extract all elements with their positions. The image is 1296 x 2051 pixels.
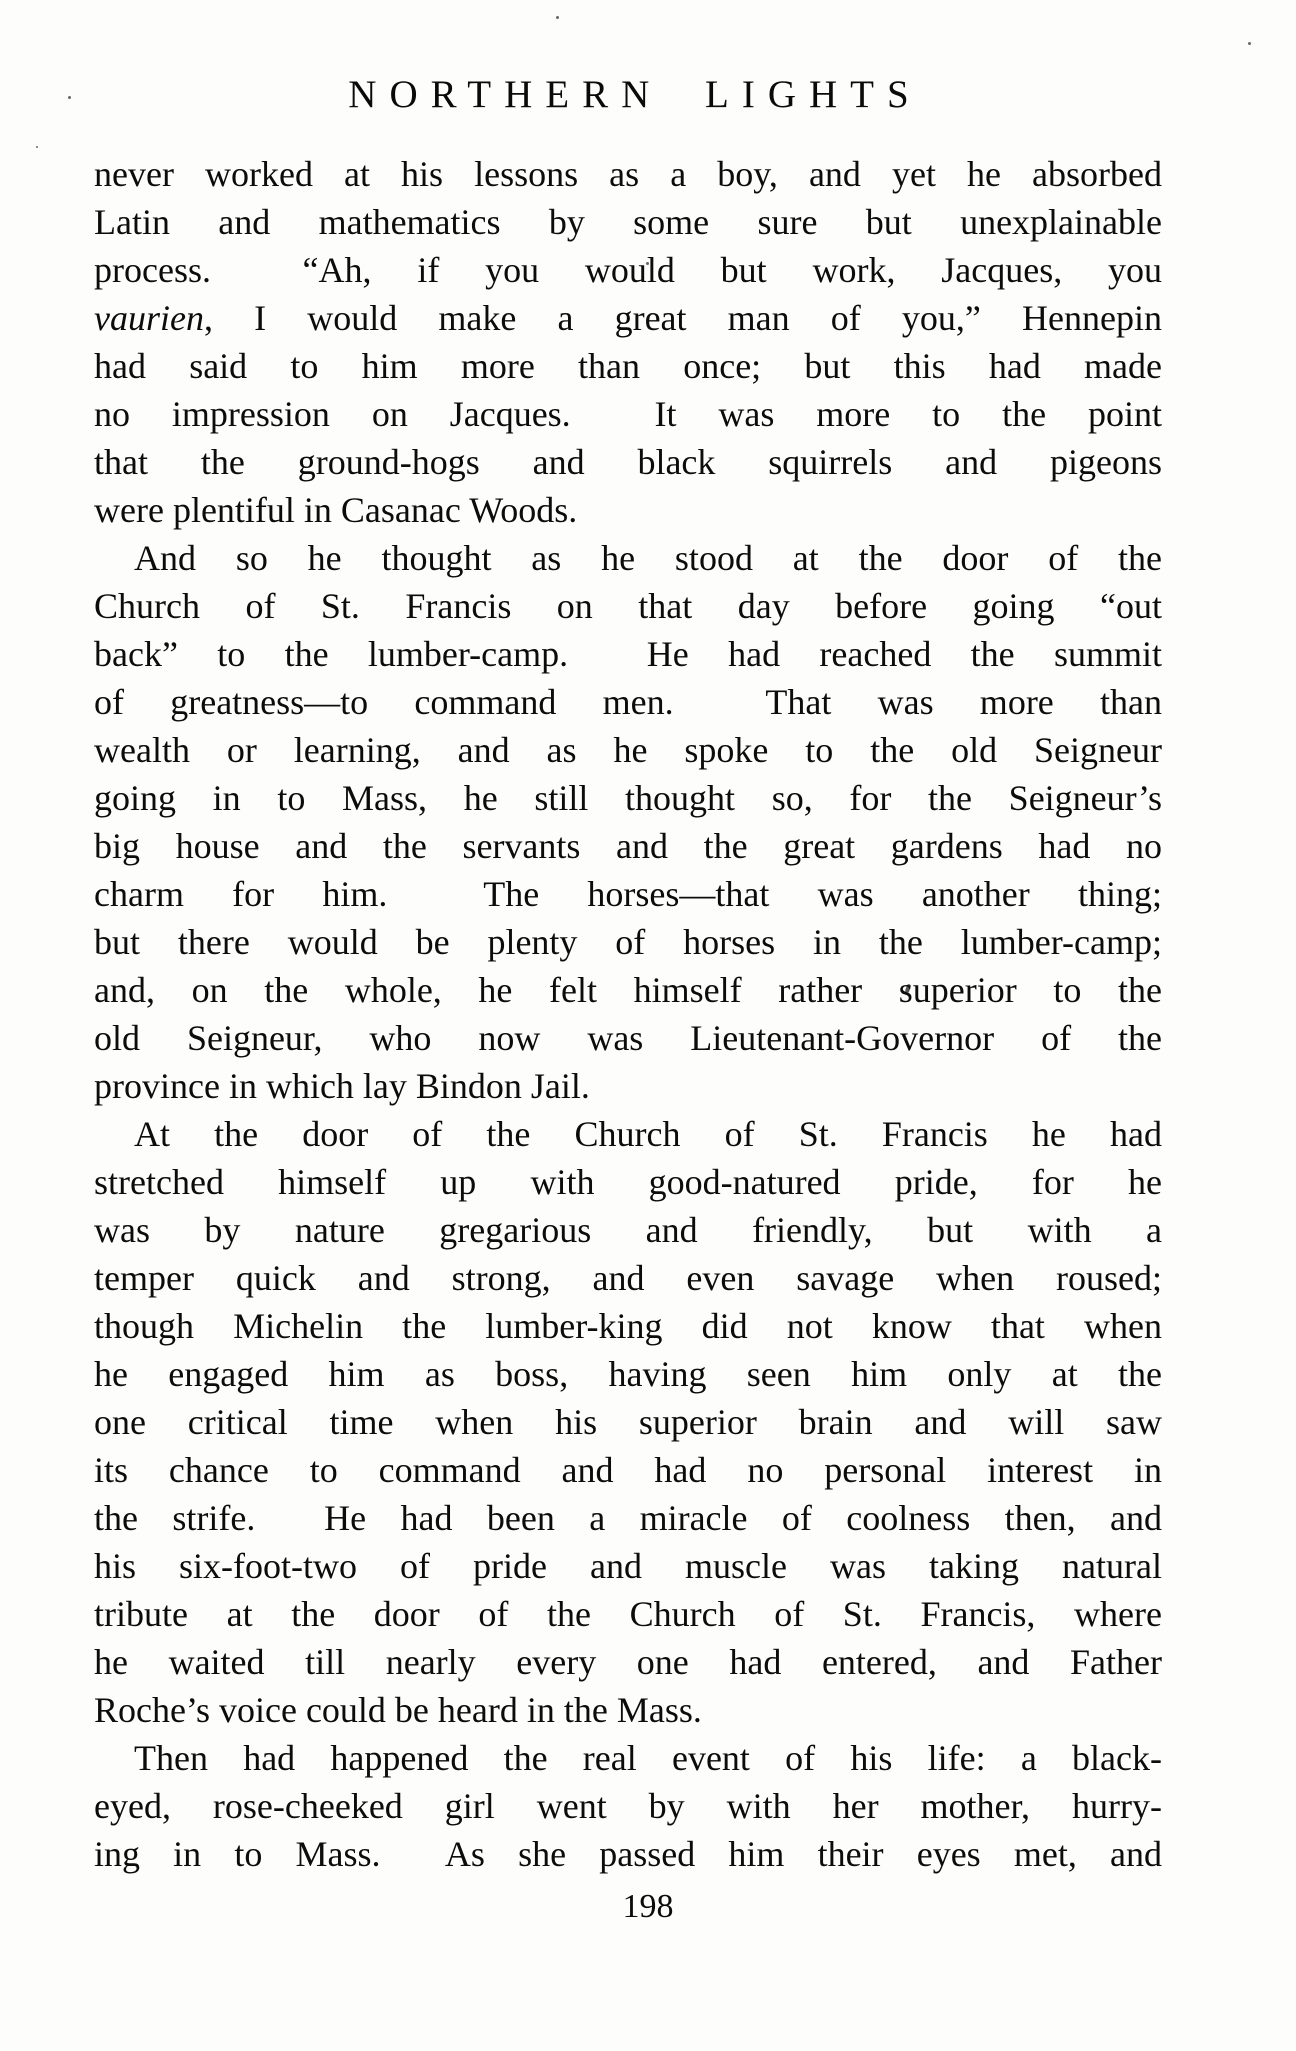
text-line: never worked at his lessons as a boy, and yet he absorbed [94, 154, 1162, 194]
text-line: going in to Mass, he still thought so, for the Seigneur’s [94, 778, 1162, 818]
text-block [94, 150, 1162, 1878]
text-line: And so he thought as he stood at the door of the [134, 538, 1162, 578]
text-line: At the door of the Church of St. Francis he had [134, 1114, 1162, 1154]
paragraph [94, 1734, 1162, 1878]
text-line: had said to him more than once; but this had made [94, 346, 1162, 386]
text-line: ing in to Mass. As she passed him their eyes met, and [94, 1834, 1162, 1874]
text-line: of greatness—to command men. That was more than [94, 682, 1162, 722]
text-line: stretched himself up with good-natured pride, for he [94, 1162, 1162, 1202]
text-line: and, on the whole, he felt himself rather superior to the [94, 970, 1162, 1010]
scan-speck [36, 146, 38, 148]
text-line: but there would be plenty of horses in the lumber-camp; [94, 922, 1162, 962]
scan-speck [556, 16, 559, 19]
text-line: back” to the lumber-camp. He had reached the summit [94, 634, 1162, 674]
text-line: Latin and mathematics by some sure but unexplainable [94, 202, 1162, 242]
text-line: he waited till nearly every one had entered, and Father [94, 1642, 1162, 1682]
text-line: old Seigneur, who now was Lieutenant-Governor of the [94, 1018, 1162, 1058]
text-line: vaurien, I would make a great man of you,” Hennepin [94, 298, 1162, 338]
text-line: Church of St. Francis on that day before going “out [94, 586, 1162, 626]
text-line: province in which lay Bindon Jail. [94, 1066, 590, 1106]
scan-speck [1248, 42, 1251, 45]
text-line: temper quick and strong, and even savage when roused; [94, 1258, 1162, 1298]
text-line: he engaged him as boss, having seen him only at the [94, 1354, 1162, 1394]
paragraph [94, 1110, 1162, 1734]
text-line: though Michelin the lumber-king did not know that when [94, 1306, 1162, 1346]
text-line: Roche’s voice could be heard in the Mass. [94, 1690, 702, 1730]
paragraph [94, 150, 1162, 534]
text-line: its chance to command and had no personal interest in [94, 1450, 1162, 1490]
text-line: were plentiful in Casanac Woods. [94, 490, 578, 530]
text-line: was by nature gregarious and friendly, but with a [94, 1210, 1162, 1250]
running-head-title: NORTHERN LIGHTS [348, 73, 922, 116]
text-line: the strife. He had been a miracle of coolness then, and [94, 1498, 1162, 1538]
text-line: charm for him. The horses—that was another thing; [94, 874, 1162, 914]
text-line: one critical time when his superior brain and will saw [94, 1402, 1162, 1442]
text-line: big house and the servants and the great gardens had no [94, 826, 1162, 866]
text-line: Then had happened the real event of his life: a black- [134, 1738, 1162, 1778]
text-line: no impression on Jacques. It was more to the point [94, 394, 1162, 434]
text-line: wealth or learning, and as he spoke to the old Seigneur [94, 730, 1162, 770]
page-number: 198 [622, 1888, 674, 1925]
text-line: tribute at the door of the Church of St. Francis, where [94, 1594, 1162, 1634]
paragraph [94, 534, 1162, 1110]
text-line: that the ground-hogs and black squirrels and pigeons [94, 442, 1162, 482]
text-line: process. “Ah, if you would but work, Jacques, you [94, 250, 1162, 290]
text-line: eyed, rose-cheeked girl went by with her mother, hurry- [94, 1786, 1162, 1826]
text-line: his six-foot-two of pride and muscle was taking natural [94, 1546, 1162, 1586]
